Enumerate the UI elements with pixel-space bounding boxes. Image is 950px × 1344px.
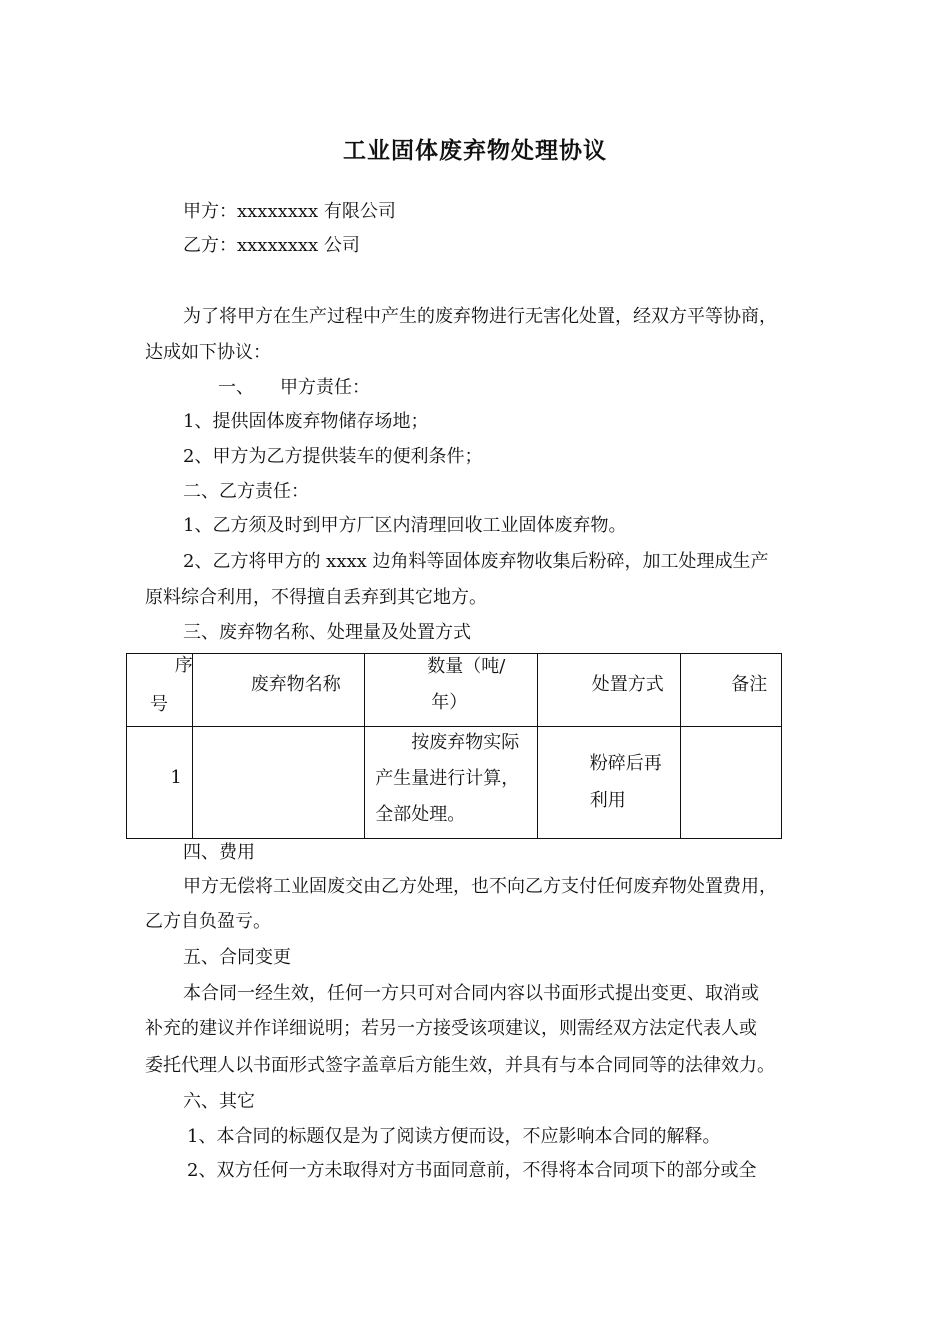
table-header-row xyxy=(127,654,782,727)
section1-item-1: 1、提供固体废弃物储存场地； xyxy=(183,411,429,432)
section6-item-2: 2、双方任何一方未取得对方书面同意前，不得将本合同项下的部分或全 xyxy=(187,1160,757,1181)
intro-line-1: 为了将甲方在生产过程中产生的废弃物进行无害化处置，经双方平等协商， xyxy=(183,306,777,327)
section2-heading: 二、乙方责任： xyxy=(183,481,309,502)
row-waste-name xyxy=(192,727,364,839)
section6-heading: 六、其它 xyxy=(183,1091,255,1112)
header-method: 处置方式 xyxy=(537,654,681,727)
section5-heading: 五、合同变更 xyxy=(183,947,291,968)
row-seq: 1 xyxy=(127,727,193,839)
section2-item-2-line-1: 2、乙方将甲方的 xxxx 边角料等固体废弃物收集后粉碎，加工处理成生产 xyxy=(183,551,769,572)
waste-table xyxy=(126,653,782,839)
section2-item-2-line-2: 原料综合利用，不得擅自丢弃到其它地方。 xyxy=(145,587,487,608)
section5-line-2: 补充的建议并作详细说明；若另一方接受该项建议，则需经双方法定代表人或 xyxy=(145,1018,757,1039)
section5-line-3: 委托代理人以书面形式签字盖章后方能生效，并具有与本合同同等的法律效力。 xyxy=(145,1055,775,1076)
row-quantity: 按废弃物实际 产生量进行计算， 全部处理。 xyxy=(365,727,537,839)
party-b: 乙方：xxxxxxxx 公司 xyxy=(183,235,360,256)
section1-number: 一、 xyxy=(218,377,254,398)
section5-line-1: 本合同一经生效，任何一方只可对合同内容以书面形式提出变更、取消或 xyxy=(183,983,759,1004)
row-method: 粉碎后再 利用 xyxy=(537,727,681,839)
document-title: 工业固体废弃物处理协议 xyxy=(343,137,607,164)
section4-line-2: 乙方自负盈亏。 xyxy=(145,911,271,932)
section1-item-2: 2、甲方为乙方提供装车的便利条件； xyxy=(183,446,483,467)
section1-heading: 甲方责任： xyxy=(280,377,370,398)
header-seq: 序 号 xyxy=(127,654,193,727)
section2-item-1: 1、乙方须及时到甲方厂区内清理回收工业固体废弃物。 xyxy=(183,515,627,536)
row-note xyxy=(681,727,782,839)
section4-heading: 四、费用 xyxy=(183,842,255,863)
header-waste-name: 废弃物名称 xyxy=(192,654,364,727)
header-quantity: 数量（吨/ 年） xyxy=(365,654,537,727)
section6-item-1: 1、本合同的标题仅是为了阅读方便而设，不应影响本合同的解释。 xyxy=(187,1126,721,1147)
section4-line-1: 甲方无偿将工业固废交由乙方处理，也不向乙方支付任何废弃物处置费用， xyxy=(183,876,777,897)
table-row xyxy=(127,727,782,839)
section3-heading: 三、废弃物名称、处理量及处置方式 xyxy=(183,622,471,643)
header-note: 备注 xyxy=(681,654,782,727)
intro-line-2: 达成如下协议： xyxy=(145,342,271,363)
party-a: 甲方：xxxxxxxx 有限公司 xyxy=(183,201,396,222)
